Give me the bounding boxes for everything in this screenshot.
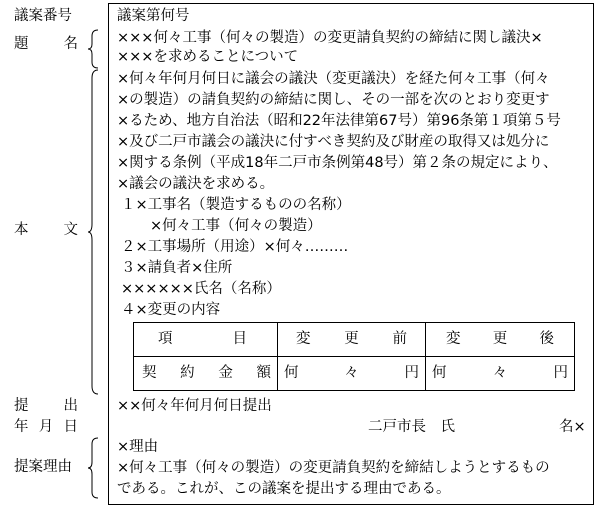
item-3-detail: ××××××氏名（名称）: [121, 281, 281, 297]
submission-date: ××何々年何月何日提出: [117, 398, 272, 414]
item-1-detail: ×何々工事（何々の製造）: [150, 218, 322, 234]
body-brace: [86, 68, 102, 396]
label-date: 年 月 日: [14, 419, 78, 435]
header-before: 変 更 前: [278, 323, 426, 357]
body-line-5: ×関する条例（平成18年二戸市条例第48号）第２条の規定により、: [117, 155, 558, 171]
label-body: 本 文: [14, 222, 78, 238]
body-line-1: ×何々年何月何日に議会の議決（変更議決）を経た何々工事（何々: [117, 71, 550, 87]
table-row: [134, 357, 575, 391]
item-1: １×工事名（製造するものの名称）: [121, 197, 351, 213]
reason-line-2: ×何々工事（何々の製造）の変更請負契約を締結しようとするもの: [117, 460, 550, 476]
label-bill-number: 議案番号: [14, 8, 72, 24]
reason-line-1: ×理由: [117, 439, 159, 455]
title-line-2: ×××を求めることについて: [117, 49, 299, 65]
item-4: ４×変更の内容: [121, 302, 221, 318]
label-submission: 提 出: [14, 398, 78, 414]
reason-line-3: である。これが、この議案を提出する理由である。: [117, 481, 451, 497]
reason-brace: [86, 436, 102, 500]
header-after: 変 更 後: [426, 323, 575, 357]
item-3: ３×請負者×住所: [121, 260, 233, 276]
item-2: ２×工事場所（用途）×何々………: [121, 239, 349, 255]
bill-number-value: 議案第何号: [117, 8, 190, 24]
body-line-2: ×の製造）の請負契約の締結に関し、その一部を次のとおり変更す: [117, 92, 550, 108]
body-line-6: ×議会の議決を求める。: [117, 176, 275, 192]
cell-amount-before: 何 々 円: [278, 357, 426, 391]
mayor-name-suffix: 名×: [559, 419, 586, 435]
mayor-title: 二戸市長 氏: [368, 419, 455, 435]
body-line-3: ×るため、地方自治法（昭和22年法律第67号）第96条第１項第５号: [117, 113, 561, 129]
label-reason: 提案理由: [14, 459, 72, 475]
header-item: 項 目: [134, 323, 278, 357]
label-title: 題 名: [14, 36, 78, 52]
title-line-1: ×××何々工事（何々の製造）の変更請負契約の締結に関し議決×: [117, 30, 543, 46]
cell-contract-amount: 契 約 金 額: [134, 357, 278, 391]
title-brace: [86, 28, 102, 70]
change-table: [133, 322, 575, 391]
cell-amount-after: 何 々 円: [426, 357, 575, 391]
body-line-4: ×及び二戸市議会の議決に付すべき契約及び財産の取得又は処分に: [117, 134, 550, 150]
table-header-row: [134, 323, 575, 357]
